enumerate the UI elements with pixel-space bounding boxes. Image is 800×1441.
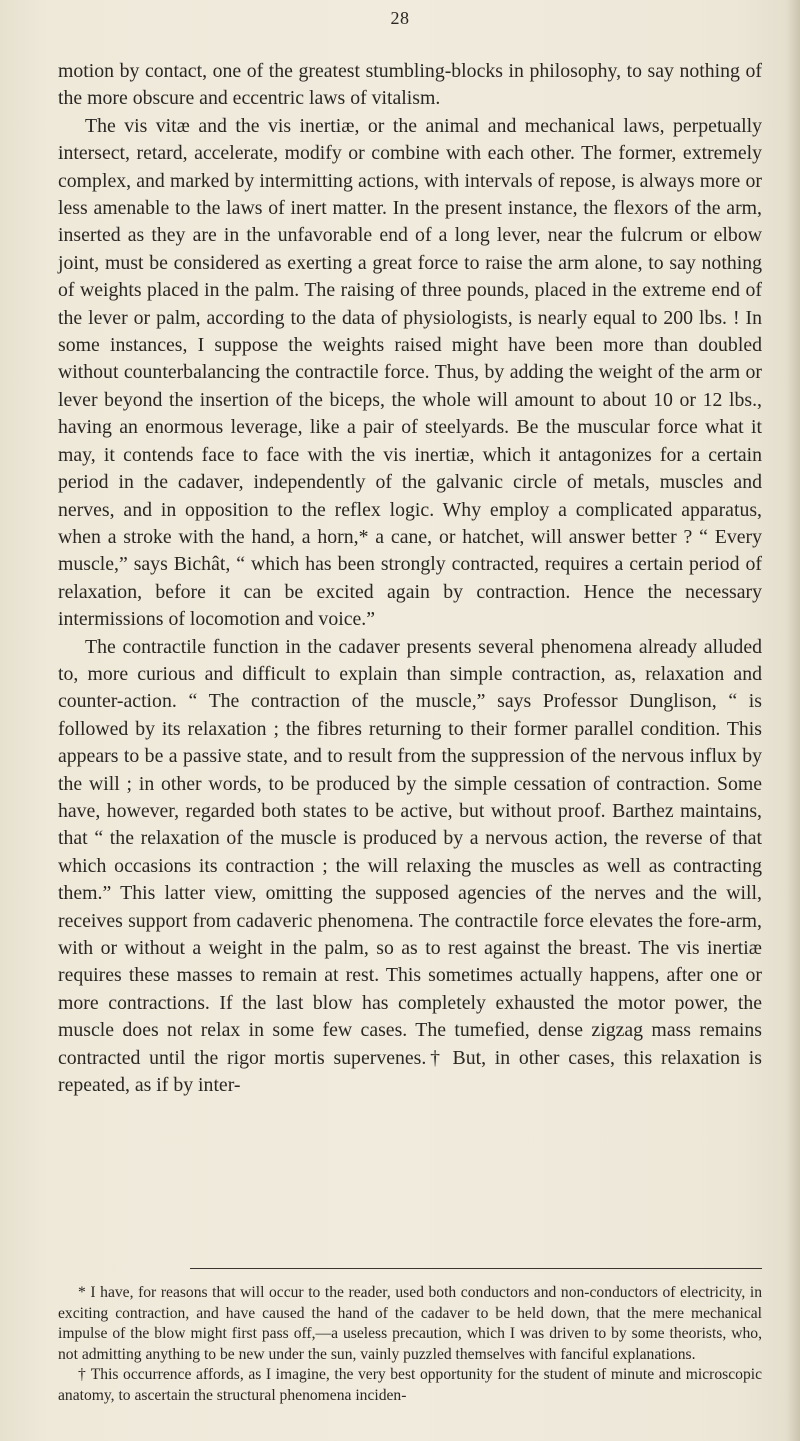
page-edge-shadow [786,0,800,1441]
body-text [58,58,762,1099]
page-number: 28 [390,8,410,28]
paragraph-1: motion by contact, one of the greatest stumbling-blocks in philosophy, to say nothing of the more obscure and eccentric laws of vitalism. [58,60,762,110]
footnote-1: * I have, for reasons that will occur to the reader, used both conductors and non-conductors of electricity, in exciting contraction, and have caused the hand of the cadaver to be held down, that the mere mechanical impulse of the blow might first pass off,—a useless precaution, which I was driven to by some theorists, who, not admitting anything to be new under the sun, vainly puzzled themselves with fanciful explanations. [58,1284,762,1363]
footnote-divider [190,1268,762,1269]
footnotes [58,1283,762,1407]
footnote-2: † This occurrence affords, as I imagine, the very best opportunity for the student of minute and microscopic anatomy, to ascertain the structural phenomena inciden- [58,1366,762,1404]
paragraph-2: The vis vitæ and the vis inertiæ, or the animal and mechanical laws, perpetually intersect, retard, accelerate, modify or combine with each other. The former, extremely complex, and marked by intermitting actions, with intervals of repose, is always more or less amenable to the laws of inert matter. In the present instance, the flexors of the arm, inserted as they are in the unfavorable end of a long lever, near the fulcrum or elbow joint, must be considered as exerting a great force to raise the arm alone, to say nothing of weights placed in the palm. The raising of three pounds, placed in the extreme end of the lever or palm, according to the data of physiologists, is nearly equal to 200 lbs. ! In some instances, I suppose the weights raised might have been more than doubled without counterbalancing the contractile force. Thus, by adding the weight of the arm or lever beyond the insertion of the biceps, the whole will amount to about 10 or 12 lbs., having an enormous leverage, like a pair of steelyards. Be the muscular force what it may, it contends face to face with the vis inertiæ, which it antagonizes for a certain period in the cadaver, independently of the galvanic circle of metals, muscles and nerves, and in opposition to the reflex logic. Why employ a complicated apparatus, when a stroke with the hand, a horn,* a cane, or hatchet, will answer better ? “ Every muscle,” says Bichât, “ which has been strongly contracted, requires a certain period of relaxation, before it can be excited again by contraction. Hence the necessary intermissions of locomotion and voice.” [58,114,762,631]
paragraph-3: The contractile function in the cadaver presents several phenomena already alluded to, more curious and difficult to explain than simple contraction, as, relaxation and counter-action. “ The contraction of the muscle,” says Professor Dunglison, “ is followed by its relaxation ; the fibres returning to their former parallel condition. This appears to be a passive state, and to result from the suppression of the nervous influx by the will ; in other words, to be produced by the simple cessation of contraction. Some have, however, regarded both states to be active, but without proof. Barthez maintains, that “ the relaxation of the muscle is produced by a nervous action, the reverse of that which occasions its contraction ; the will relaxing the muscles as well as contracting them.” This latter view, omitting the supposed agencies of the nerves and the will, receives support from cadaveric phenomena. The contractile force elevates the fore-arm, with or without a weight in the palm, so as to rest against the breast. The vis inertiæ requires these masses to remain at rest. This sometimes actually happens, after one or more contractions. If the last blow has completely exhausted the motor power, the muscle does not relax in some few cases. The tumefied, dense zigzag mass remains contracted until the rigor mortis supervenes.† But, in other cases, this relaxation is repeated, as if by inter- [58,635,762,1097]
